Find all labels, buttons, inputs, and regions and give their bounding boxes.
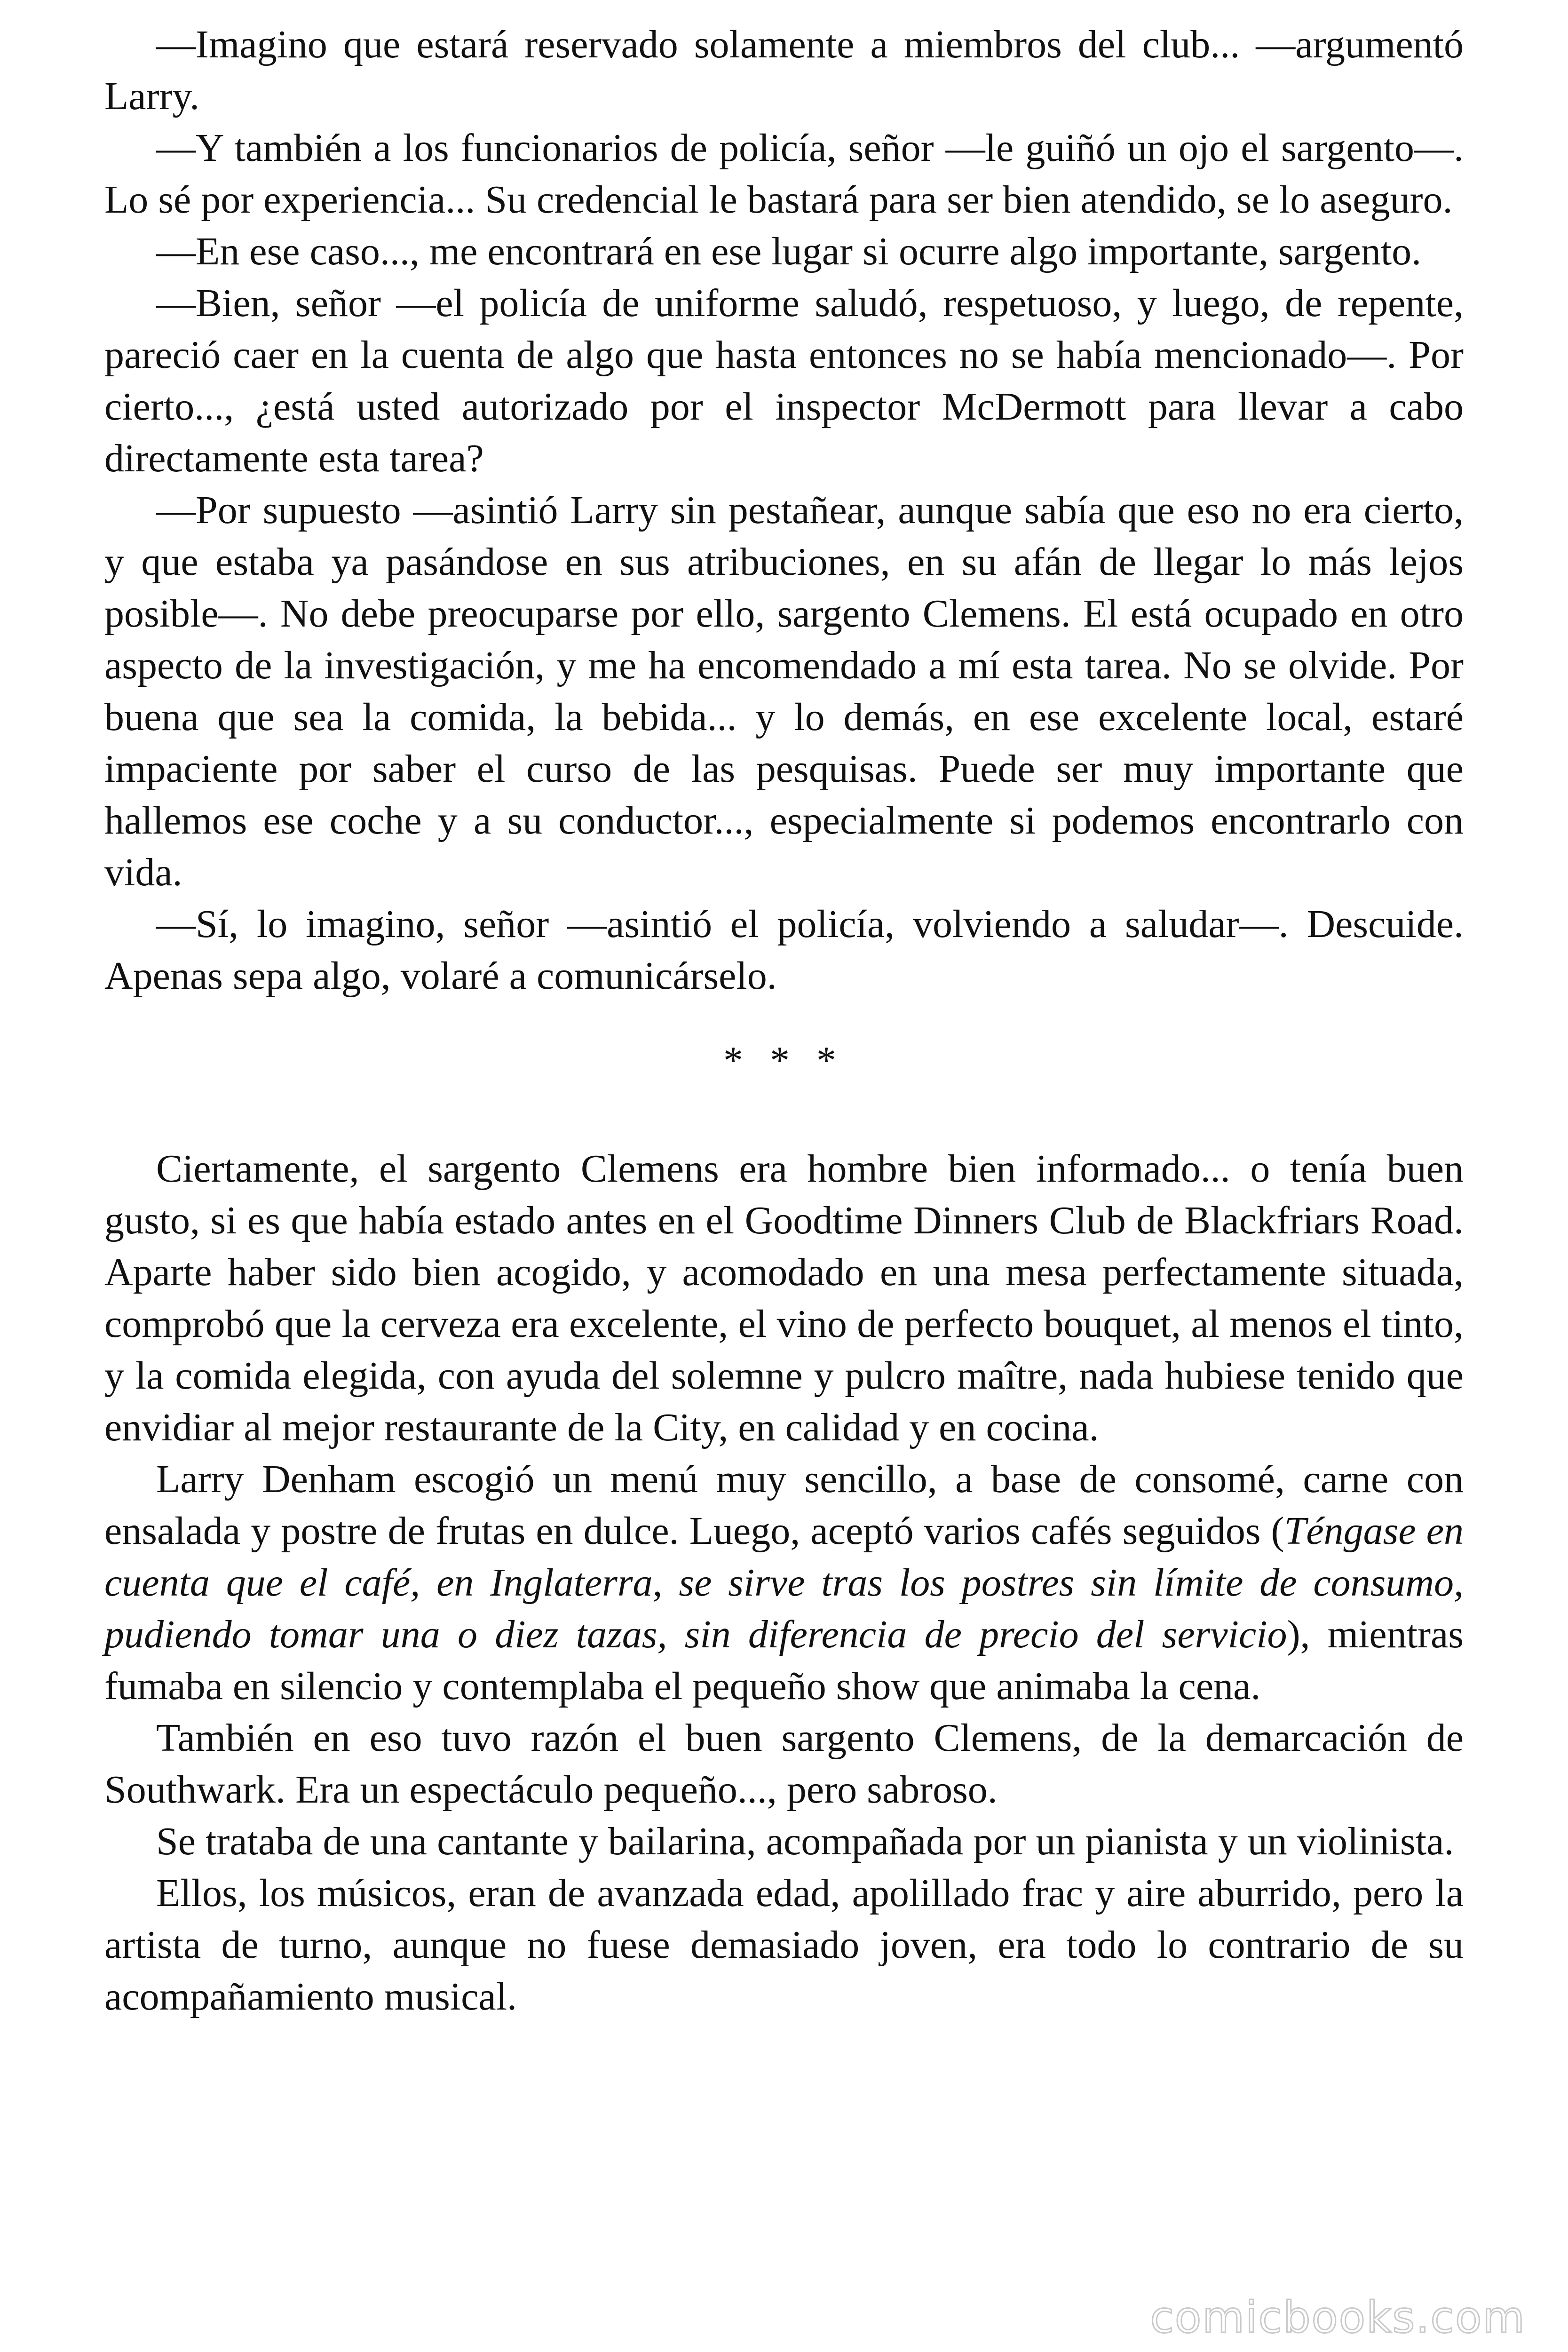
paragraph: —En ese caso..., me encontrará en ese lugar si ocurre algo importante, sargento.	[156, 230, 1422, 273]
section-separator: * * *	[723, 1039, 845, 1082]
paragraph: —Sí, lo imagino, señor —asintió el policía, volviendo a saludar—. Descuide. Apenas sepa algo, volaré a comunicárselo.	[104, 902, 1464, 998]
paragraph: —Bien, señor —el policía de uniforme saludó, respetuoso, y luego, de repente, pareció caer en la cuenta de algo que hasta entonces no se había mencionado—. Por cierto..., ¿está usted autorizado por el inspector McDermott para llevar a cabo directamente esta tarea?	[104, 281, 1464, 480]
narrative-section	[104, 1143, 1464, 2023]
paragraph-text-start: Larry Denham escogió un menú muy sencillo, a base de consomé, carne con ensalada y postre de frutas en dulce. Luego, aceptó varios cafés seguidos (	[104, 1457, 1464, 1553]
paragraph: Ciertamente, el sargento Clemens era hombre bien informado... o tenía buen gusto, si es que había estado antes en el Goodtime Dinners Club de Blackfriars Road. Aparte haber sido bien acogido, y acomodado en una mesa perfectamente situada, comprobó que la cerveza era excelente, el vino de perfecto bouquet, al menos el tinto, y la comida elegida, con ayuda del solemne y pulcro maître, nada hubiese tenido que envidiar al mejor restaurante de la City, en calidad y en cocina.	[104, 1147, 1464, 1449]
inline-note-italic: Téngase en cuenta que el café, en Inglaterra, se sirve tras los postres sin límite de consumo, pudiendo tomar una o diez tazas, sin diferencia de precio del servicio	[104, 1509, 1464, 1656]
paragraph: —Y también a los funcionarios de policía, señor —le guiñó un ojo el sargento—. Lo sé por experiencia... Su credencial le bastará para ser bien atendido, se lo aseguro.	[104, 126, 1464, 222]
dialogue-section	[104, 19, 1464, 1002]
paragraph: —Por supuesto —asintió Larry sin pestañear, aunque sabía que eso no era cierto, y que estaba ya pasándose en sus atribuciones, en su afán de llegar lo más lejos posible—. No debe preocuparse por ello, sargento Clemens. El está ocupado en otro aspecto de la investigación, y me ha encomendado a mí esta tarea. No se olvide. Por buena que sea la comida, la bebida... y lo demás, en ese excelente local, estaré impaciente por saber el curso de las pesquisas. Puede ser muy importante que hallemos ese coche y a su conductor..., especialmente si podemos encontrarlo con vida.	[104, 488, 1464, 894]
paragraph: —Imagino que estará reservado solamente a miembros del club... —argumentó Larry.	[104, 23, 1464, 118]
paragraph-text-end: ), mientras fumaba en silencio y contemplaba el pequeño show que animaba la cena.	[104, 1613, 1464, 1708]
book-page	[104, 19, 1464, 2023]
watermark: comicbooks.com	[1150, 2292, 1526, 2343]
paragraph-with-footnote	[104, 1454, 1464, 1712]
paragraph: También en eso tuvo razón el buen sargento Clemens, de la demarcación de Southwark. Era un espectáculo pequeño..., pero sabroso.	[104, 1716, 1464, 1812]
paragraph: Se trataba de una cantante y bailarina, acompañada por un pianista y un violinista.	[156, 1820, 1454, 1863]
paragraph: Ellos, los músicos, eran de avanzada edad, apolillado frac y aire aburrido, pero la artista de turno, aunque no fuese demasiado joven, era todo lo contrario de su acompañamiento musical.	[104, 1871, 1464, 2018]
